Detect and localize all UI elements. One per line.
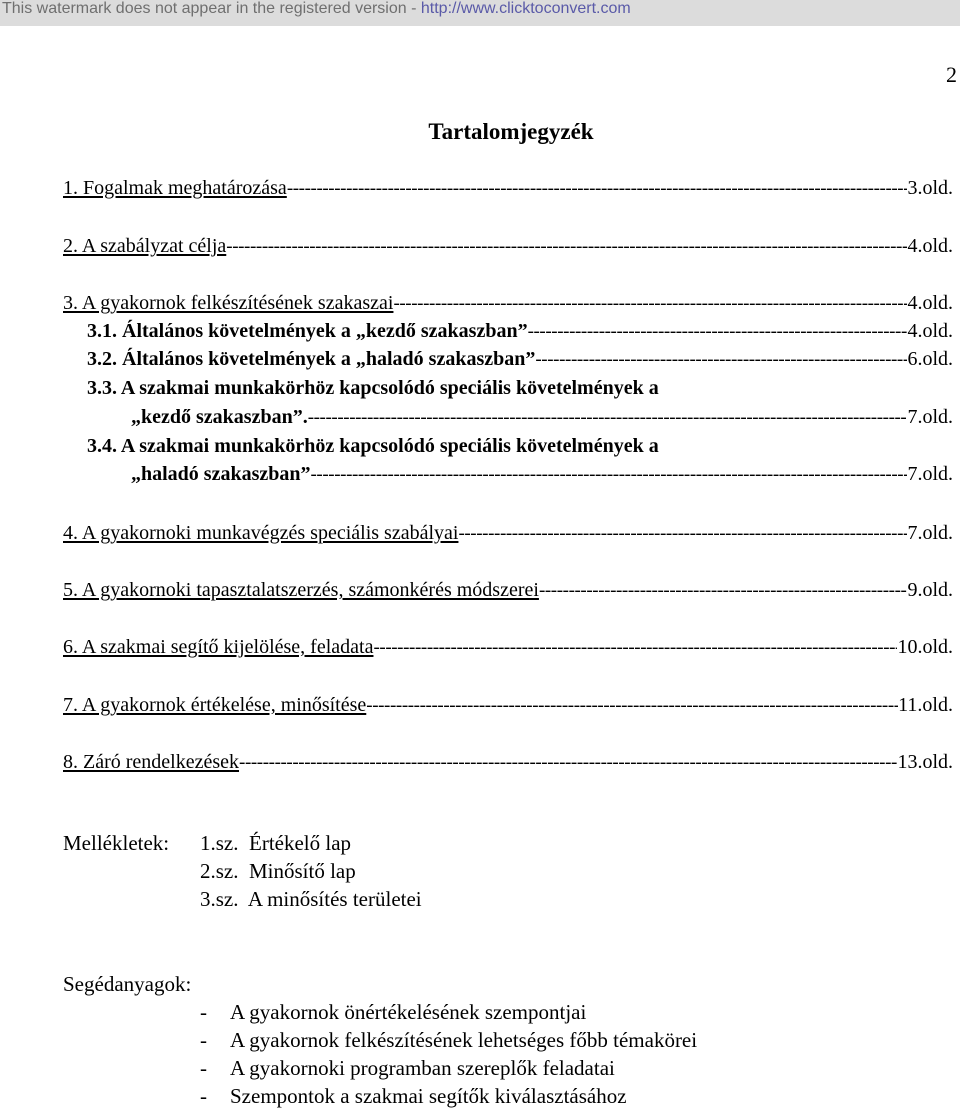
toc-entry-title: 4. A gyakornoki munkavégzés speciális szabályai	[63, 522, 459, 544]
aid-item	[200, 1054, 615, 1082]
dot-leader	[458, 521, 907, 547]
toc-entry-8[interactable]	[63, 749, 953, 776]
toc-entry-page: 9.old.	[907, 579, 953, 601]
toc-entry-3-1[interactable]	[87, 318, 953, 345]
aids-label: Segédanyagok:	[63, 972, 192, 996]
dot-leader	[366, 693, 898, 719]
bullet-dash: -	[200, 1084, 207, 1108]
bullet-dash: -	[200, 1028, 207, 1052]
aid-item-text: A gyakornok felkészítésének lehetséges főbb témakörei	[230, 1028, 698, 1052]
aid-item-text: A gyakornoki programban szereplők feladatai	[230, 1056, 615, 1080]
toc-entry-page: 6.old.	[907, 348, 953, 370]
bullet-dash: -	[200, 1000, 207, 1024]
toc-entry-page: 13.old.	[897, 751, 953, 773]
toc-entry-page: 7.old.	[907, 406, 953, 428]
watermark-link[interactable]: http://www.clicktoconvert.com	[420, 0, 631, 17]
dot-leader	[308, 405, 908, 431]
watermark-bar	[0, 0, 960, 26]
toc-entry-1[interactable]	[63, 175, 953, 202]
toc-entry-title: 3. A gyakornok felkészítésének szakaszai	[63, 292, 394, 314]
dot-leader	[373, 635, 897, 661]
aid-item-text: A gyakornok önértékelésének szempontjai	[230, 1000, 587, 1024]
dot-leader	[311, 462, 908, 488]
toc-entry-continuation: „kezdő szakaszban”.	[131, 406, 308, 428]
aid-item-text: Szempontok a szakmai segítők kiválasztásához	[230, 1084, 627, 1108]
toc-entry-3-4-title[interactable]: 3.4. A szakmai munkakörhöz kapcsolódó speciális követelmények a	[87, 435, 659, 457]
attachments-label: Mellékletek:	[63, 831, 170, 855]
attachment-item: 2.sz. Minősítő lap	[200, 859, 356, 883]
dot-leader	[287, 176, 908, 202]
dot-leader	[226, 234, 907, 260]
toc-entry-4[interactable]	[63, 520, 953, 547]
watermark-text: This watermark does not appear in the registered version -	[2, 0, 421, 17]
toc-entry-continuation: „haladó szakaszban”	[131, 463, 311, 485]
toc-entry-2[interactable]	[63, 233, 953, 260]
toc-entry-page: 4.old.	[907, 235, 953, 257]
toc-entry-5[interactable]	[63, 577, 953, 604]
toc-entry-title: 3.2. Általános követelmények a „haladó szakaszban”	[87, 348, 536, 370]
toc-entry-page: 11.old.	[898, 694, 953, 716]
dot-leader	[535, 347, 907, 373]
dot-leader	[393, 291, 907, 317]
dot-leader	[539, 578, 908, 604]
toc-entry-page: 3.old.	[907, 177, 953, 199]
toc-entry-title: 7. A gyakornok értékelése, minősítése	[63, 694, 367, 716]
bullet-dash: -	[200, 1056, 207, 1080]
toc-entry-page: 10.old.	[897, 636, 953, 658]
toc-entry-3[interactable]	[63, 290, 953, 317]
aid-item	[200, 1082, 627, 1110]
toc-entry-3-4[interactable]	[131, 461, 953, 488]
attachment-item: 1.sz. Értékelő lap	[200, 831, 352, 855]
toc-entry-title: 2. A szabályzat célja	[63, 235, 227, 257]
toc-entry-3-3-title[interactable]: 3.3. A szakmai munkakörhöz kapcsolódó speciális követelmények a	[87, 377, 659, 399]
toc-entry-page: 7.old.	[907, 522, 953, 544]
dot-leader	[528, 319, 908, 345]
aid-item	[200, 1026, 697, 1054]
toc-entry-3-3[interactable]	[131, 404, 953, 431]
toc-entry-title: 1. Fogalmak meghatározása	[63, 177, 287, 199]
page-title: Tartalomjegyzék	[428, 119, 594, 144]
toc-entry-title: 5. A gyakornoki tapasztalatszerzés, számonkérés módszerei	[63, 579, 539, 601]
toc-entry-page: 7.old.	[907, 463, 953, 485]
toc-entry-3-2[interactable]	[87, 346, 953, 373]
toc-entry-page: 4.old.	[907, 320, 953, 342]
toc-entry-page: 4.old.	[907, 292, 953, 314]
toc-entry-title: 6. A szakmai segítő kijelölése, feladata	[63, 636, 374, 658]
dot-leader	[239, 750, 897, 776]
attachment-item: 3.sz. A minősítés területei	[200, 887, 422, 911]
toc-entry-title: 3.1. Általános követelmények a „kezdő szakaszban”	[87, 320, 528, 342]
toc-entry-6[interactable]	[63, 634, 953, 661]
aid-item	[200, 998, 586, 1026]
toc-entry-7[interactable]	[63, 692, 953, 719]
page-number: 2	[946, 62, 957, 87]
toc-entry-title: 8. Záró rendelkezések	[63, 751, 240, 773]
